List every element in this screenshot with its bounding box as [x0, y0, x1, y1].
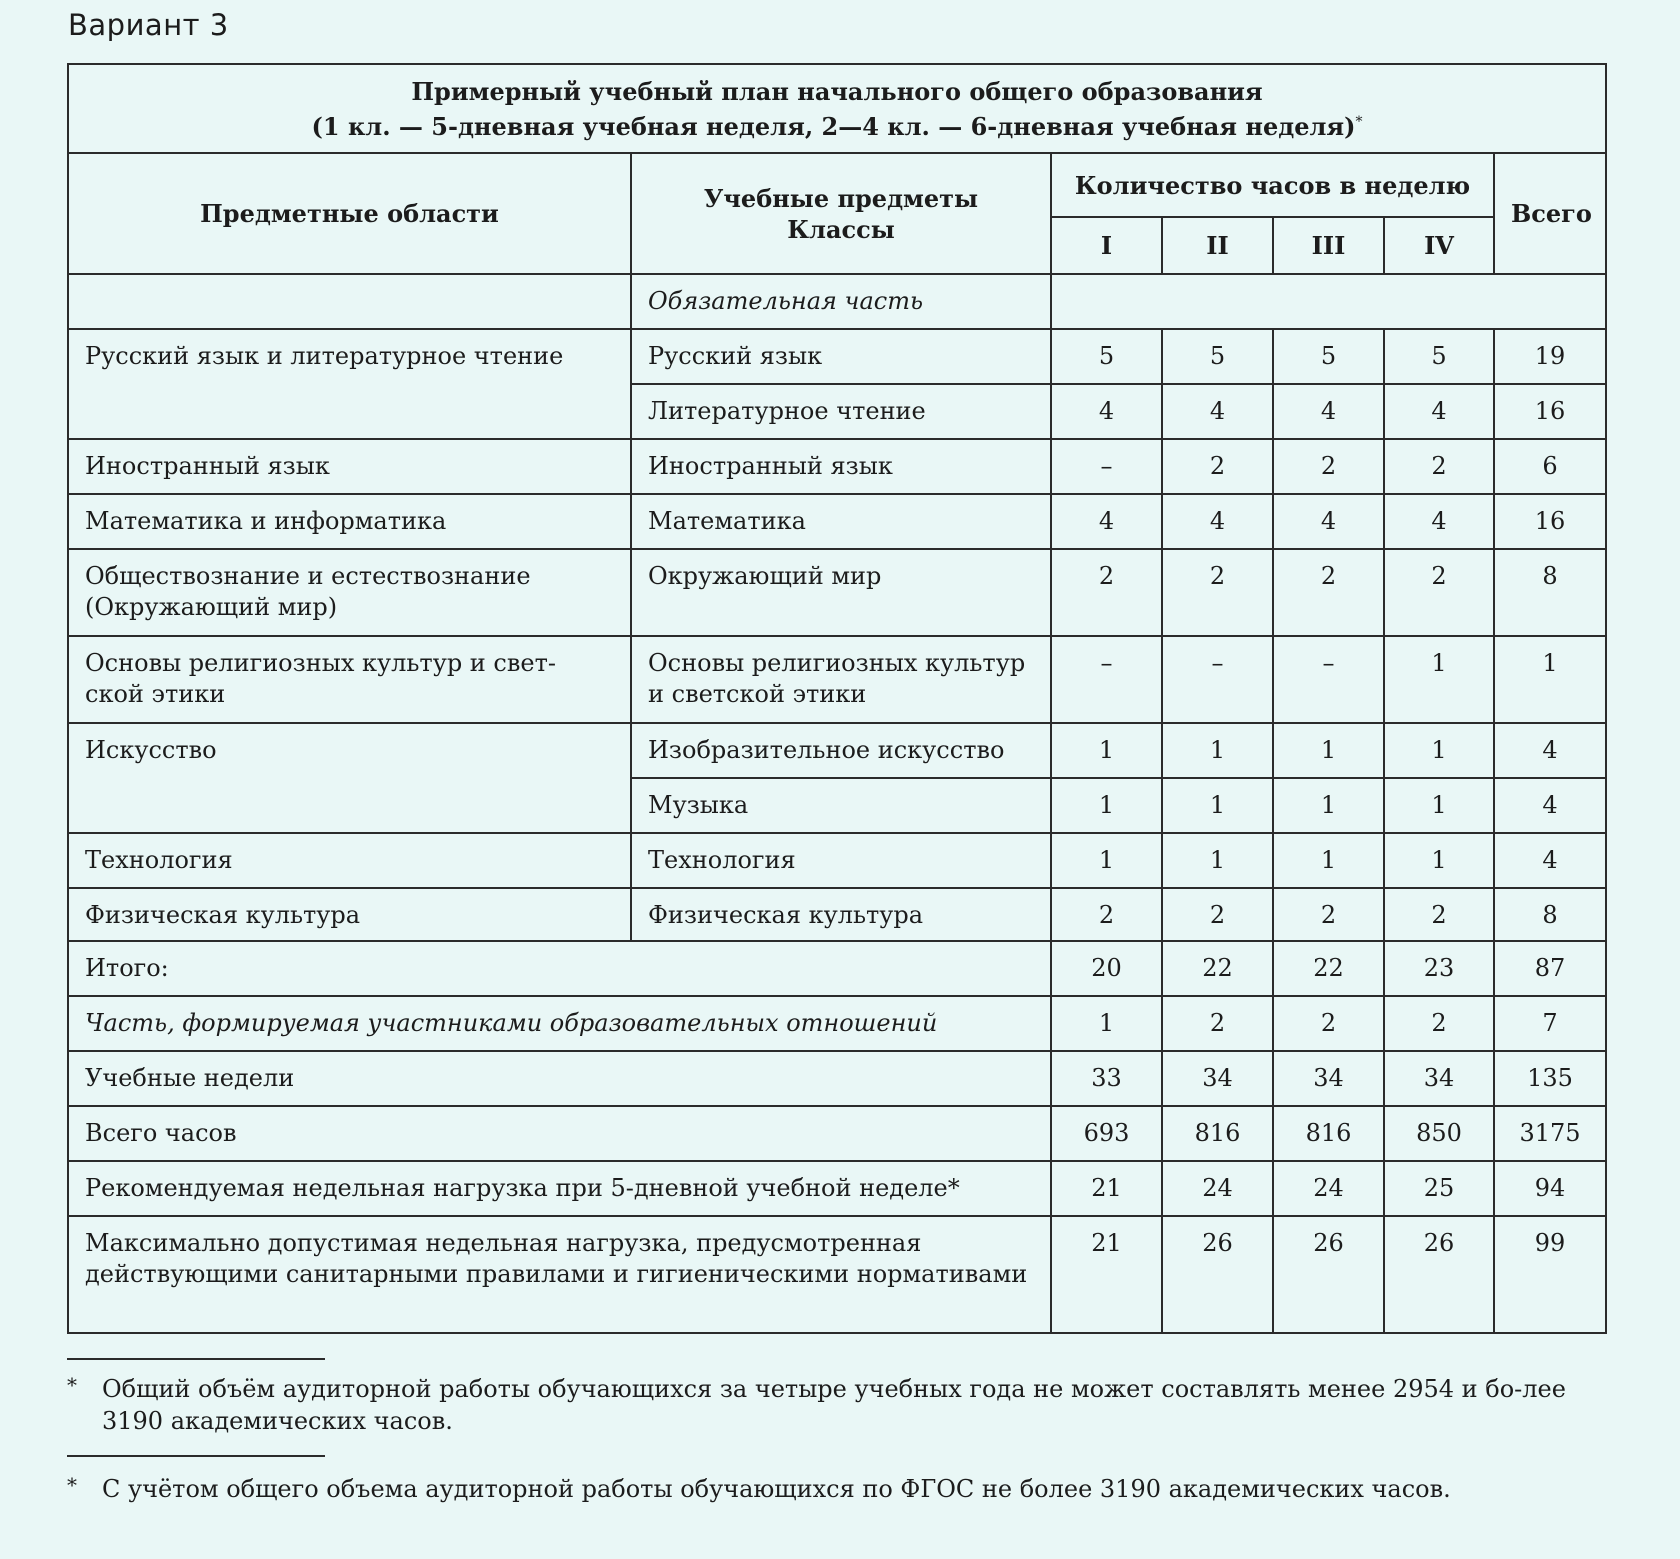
page-title: Вариант 3	[68, 8, 229, 42]
hours-cell: 2	[1162, 888, 1273, 941]
summary-value: 25	[1384, 1161, 1494, 1216]
total-cell: 8	[1494, 549, 1606, 636]
summary-row	[68, 1051, 1606, 1106]
hours-cell: 1	[1162, 778, 1273, 833]
summary-value: 34	[1273, 1051, 1384, 1106]
footnote-mark: *	[67, 1373, 77, 1397]
header-subjects-line-2: Классы	[787, 214, 895, 244]
table-row	[68, 329, 1606, 384]
summary-total: 3175	[1494, 1106, 1606, 1161]
table-row	[68, 723, 1606, 778]
hours-cell: 4	[1162, 494, 1273, 549]
subject-cell: Литературное чтение	[631, 384, 1051, 439]
footnote-divider	[67, 1358, 325, 1360]
subject-cell: Изобразительное искусство	[631, 723, 1051, 778]
summary-row	[68, 1216, 1606, 1333]
hours-cell: 1	[1051, 833, 1162, 888]
hours-cell: –	[1162, 636, 1273, 723]
footnote	[67, 1373, 1607, 1437]
hours-cell: 2	[1273, 888, 1384, 941]
footnote-text: С учётом общего объема аудиторной работы обучающихся по ФГОС не более 3190 академических часов.	[102, 1475, 1451, 1503]
hours-cell: 1	[1051, 778, 1162, 833]
hours-cell: 4	[1162, 384, 1273, 439]
hours-cell: 1	[1384, 778, 1494, 833]
area-cell: Основы религиозных культур и свет-ской этики	[68, 636, 631, 723]
hours-cell: –	[1273, 636, 1384, 723]
header-subjects-line-1: Учебные предметы	[703, 183, 979, 213]
summary-value: 34	[1384, 1051, 1494, 1106]
hours-cell: 5	[1273, 329, 1384, 384]
hours-cell: 1	[1384, 833, 1494, 888]
subject-cell: Физическая культура	[631, 888, 1051, 941]
table-row	[68, 439, 1606, 494]
table-row	[68, 549, 1606, 636]
hours-cell: 2	[1162, 549, 1273, 636]
summary-value: 693	[1051, 1106, 1162, 1161]
header-grade: IV	[1384, 217, 1494, 274]
table-caption	[68, 64, 1606, 153]
area-cell: Технология	[68, 833, 631, 888]
hours-cell: 4	[1051, 494, 1162, 549]
subject-cell: Иностранный язык	[631, 439, 1051, 494]
subject-cell: Математика	[631, 494, 1051, 549]
header-areas: Предметные области	[68, 153, 631, 274]
hours-cell: 1	[1051, 723, 1162, 778]
total-cell: 16	[1494, 384, 1606, 439]
footnote	[67, 1473, 1607, 1505]
summary-total: 87	[1494, 941, 1606, 996]
hours-cell: 2	[1273, 439, 1384, 494]
subject-cell: Русский язык	[631, 329, 1051, 384]
summary-value: 2	[1162, 996, 1273, 1051]
hours-cell: 2	[1384, 549, 1494, 636]
hours-cell: 1	[1273, 833, 1384, 888]
hours-cell: 1	[1384, 636, 1494, 723]
summary-label: Учебные недели	[68, 1051, 1051, 1106]
summary-row	[68, 941, 1606, 996]
table-row	[68, 833, 1606, 888]
area-cell: Искусство	[68, 723, 631, 833]
hours-cell: –	[1051, 439, 1162, 494]
summary-value: 22	[1162, 941, 1273, 996]
summary-total: 94	[1494, 1161, 1606, 1216]
summary-value: 816	[1273, 1106, 1384, 1161]
summary-value: 2	[1273, 996, 1384, 1051]
hours-cell: 1	[1273, 723, 1384, 778]
hours-cell: 1	[1384, 723, 1494, 778]
summary-total: 135	[1494, 1051, 1606, 1106]
summary-value: 34	[1162, 1051, 1273, 1106]
summary-value: 816	[1162, 1106, 1273, 1161]
total-cell: 1	[1494, 636, 1606, 723]
hours-cell: 4	[1051, 384, 1162, 439]
summary-value: 26	[1273, 1216, 1384, 1333]
summary-value: 21	[1051, 1161, 1162, 1216]
hours-cell: 2	[1384, 888, 1494, 941]
subject-cell: Музыка	[631, 778, 1051, 833]
summary-value: 24	[1273, 1161, 1384, 1216]
hours-cell: 2	[1384, 439, 1494, 494]
summary-row	[68, 1106, 1606, 1161]
total-cell: 16	[1494, 494, 1606, 549]
mandatory-part-label: Обязательная часть	[631, 274, 1051, 329]
hours-cell: 4	[1273, 384, 1384, 439]
summary-label: Часть, формируемая участниками образовательных отношений	[68, 996, 1051, 1051]
table-row	[68, 888, 1606, 941]
summary-value: 22	[1273, 941, 1384, 996]
header-hours: Количество часов в неделю	[1051, 153, 1494, 217]
header-total: Всего	[1494, 153, 1606, 274]
header-grade: III	[1273, 217, 1384, 274]
table-row	[68, 494, 1606, 549]
area-cell: Иностранный язык	[68, 439, 631, 494]
footnote-mark: *	[67, 1473, 77, 1497]
subject-cell: Основы религиозных культур и светской этики	[631, 636, 1051, 723]
hours-cell: 1	[1162, 723, 1273, 778]
hours-cell: 2	[1051, 549, 1162, 636]
summary-value: 2	[1384, 996, 1494, 1051]
total-cell: 8	[1494, 888, 1606, 941]
summary-total: 99	[1494, 1216, 1606, 1333]
summary-label: Рекомендуемая недельная нагрузка при 5-дневной учебной неделе*	[68, 1161, 1051, 1216]
subject-cell: Технология	[631, 833, 1051, 888]
summary-value: 33	[1051, 1051, 1162, 1106]
footnote-divider	[67, 1455, 325, 1457]
hours-cell: 2	[1051, 888, 1162, 941]
hours-cell: 5	[1384, 329, 1494, 384]
total-cell: 6	[1494, 439, 1606, 494]
total-cell: 4	[1494, 778, 1606, 833]
footnote-text: Общий объём аудиторной работы обучающихся за четыре учебных года не может составлять менее 2954 и бо-лее 3190 академических часов.	[102, 1375, 1566, 1435]
hours-cell: 5	[1162, 329, 1273, 384]
hours-cell: 2	[1273, 549, 1384, 636]
summary-value: 20	[1051, 941, 1162, 996]
summary-total: 7	[1494, 996, 1606, 1051]
summary-value: 24	[1162, 1161, 1273, 1216]
summary-label: Максимально допустимая недельная нагрузка, предусмотренная действующими санитарными правилами и гигиеническими нормативами	[68, 1216, 1051, 1333]
hours-cell: 4	[1384, 384, 1494, 439]
hours-cell: 1	[1162, 833, 1273, 888]
total-cell: 19	[1494, 329, 1606, 384]
caption-line-2: (1 кл. — 5-дневная учебная неделя, 2—4 кл. — 6-дневная учебная неделя)	[311, 111, 1356, 141]
hours-cell: –	[1051, 636, 1162, 723]
area-cell: Физическая культура	[68, 888, 631, 941]
summary-value: 23	[1384, 941, 1494, 996]
summary-value: 850	[1384, 1106, 1494, 1161]
summary-row	[68, 1161, 1606, 1216]
caption-line-1: Примерный учебный план начального общего образования	[411, 76, 1263, 106]
subject-cell: Окружающий мир	[631, 549, 1051, 636]
header-grade: I	[1051, 217, 1162, 274]
summary-value: 21	[1051, 1216, 1162, 1333]
hours-cell: 1	[1273, 778, 1384, 833]
area-cell: Математика и информатика	[68, 494, 631, 549]
hours-cell: 4	[1384, 494, 1494, 549]
summary-value: 26	[1162, 1216, 1273, 1333]
hours-cell: 4	[1273, 494, 1384, 549]
hours-cell: 2	[1162, 439, 1273, 494]
summary-value: 1	[1051, 996, 1162, 1051]
area-cell: Обществознание и естествознание (Окружающий мир)	[68, 549, 631, 636]
summary-row	[68, 996, 1606, 1051]
total-cell: 4	[1494, 833, 1606, 888]
summary-label: Итого:	[68, 941, 1051, 996]
total-cell: 4	[1494, 723, 1606, 778]
curriculum-table	[67, 63, 1607, 1334]
caption-footnote-mark: *	[1355, 113, 1363, 130]
summary-value: 26	[1384, 1216, 1494, 1333]
summary-label: Всего часов	[68, 1106, 1051, 1161]
area-cell: Русский язык и литературное чтение	[68, 329, 631, 439]
empty-cell	[68, 274, 631, 329]
empty-cell	[1051, 274, 1606, 329]
table-row	[68, 636, 1606, 723]
hours-cell: 5	[1051, 329, 1162, 384]
header-subjects	[631, 153, 1051, 274]
header-grade: II	[1162, 217, 1273, 274]
